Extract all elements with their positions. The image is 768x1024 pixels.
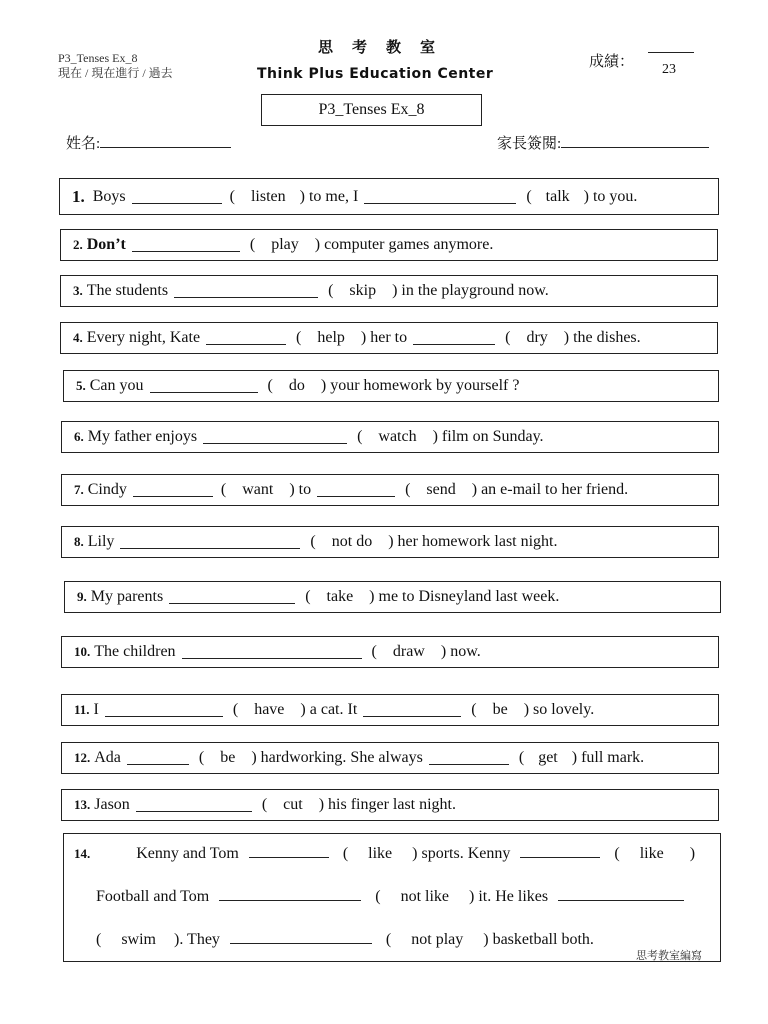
question-text: ) an e-mail to her friend. xyxy=(471,481,629,498)
question-number: 4. xyxy=(73,330,83,345)
score-label: 成績： xyxy=(589,54,635,70)
question-number: 2. xyxy=(73,237,83,252)
verb-hint: do xyxy=(288,377,305,394)
question-text: ) a cat. It xyxy=(300,701,358,718)
question-text: The students xyxy=(86,282,169,299)
question-number: 12. xyxy=(74,750,91,765)
verb-hint: take xyxy=(326,588,354,605)
question-text: ) sports. Kenny xyxy=(412,845,511,862)
question-3 xyxy=(60,275,718,307)
question-number: 10. xyxy=(74,644,91,659)
verb-hint: listen xyxy=(250,187,286,205)
answer-blank[interactable] xyxy=(182,645,362,659)
bracket-open: ( xyxy=(220,481,227,498)
question-text: ) me to Disneyland last week. xyxy=(369,588,560,605)
answer-blank[interactable] xyxy=(150,379,258,393)
center-name-en: Think Plus Education Center xyxy=(257,66,494,82)
answer-blank[interactable] xyxy=(120,535,300,549)
verb-hint: like xyxy=(639,845,664,862)
verb-hint: play xyxy=(271,236,299,253)
q14-line-3 xyxy=(96,930,594,949)
verb-hint: be xyxy=(492,701,508,718)
answer-blank[interactable] xyxy=(413,331,495,345)
bracket-open: ( xyxy=(249,236,256,253)
bracket-open: ( xyxy=(371,643,377,660)
question-text: ) film on Sunday. xyxy=(432,428,544,445)
verb-hint: not play xyxy=(411,931,464,948)
question-13 xyxy=(61,789,719,821)
parent-signature-label xyxy=(497,132,709,153)
question-number: 5. xyxy=(76,378,86,393)
verb-hint: not like xyxy=(400,888,450,905)
answer-blank[interactable] xyxy=(132,190,222,204)
answer-blank[interactable] xyxy=(429,751,509,765)
question-text: ) your homework by yourself ? xyxy=(320,377,520,394)
answer-blank[interactable] xyxy=(364,190,516,204)
bracket-close: ) xyxy=(689,845,696,862)
question-text: ) computer games anymore. xyxy=(314,236,494,253)
question-text: ) it. He likes xyxy=(469,888,549,905)
question-11 xyxy=(61,694,719,726)
question-4 xyxy=(60,322,718,354)
question-number: 14. xyxy=(74,846,91,861)
verb-hint: like xyxy=(368,845,393,862)
answer-blank[interactable] xyxy=(230,930,372,944)
bracket-open: ( xyxy=(526,187,532,205)
worksheet-credit: 思考教室編寫 xyxy=(636,950,702,962)
question-text: Boys xyxy=(92,187,126,205)
question-text: ) his finger last night. xyxy=(318,796,456,813)
question-number: 6. xyxy=(74,429,84,444)
name-label-text: 姓名: xyxy=(66,136,101,152)
question-text: ) to xyxy=(289,481,312,498)
bracket-open: ( xyxy=(328,282,334,299)
question-text: My father enjoys xyxy=(87,428,198,445)
score-line xyxy=(648,52,694,53)
bracket-open: ( xyxy=(405,481,411,498)
bracket-open: ( xyxy=(357,428,363,445)
bracket-open: ( xyxy=(614,845,620,862)
question-text: ) hardworking. She always xyxy=(251,749,423,766)
answer-blank[interactable] xyxy=(219,887,361,901)
question-text: ) to me, I xyxy=(299,187,359,205)
question-number: 11. xyxy=(74,702,90,717)
answer-blank[interactable] xyxy=(203,430,347,444)
question-text: ) full mark. xyxy=(571,749,645,766)
verb-hint: dry xyxy=(526,329,548,346)
question-7 xyxy=(61,474,719,506)
question-6 xyxy=(61,421,719,453)
question-number: 1. xyxy=(72,186,85,206)
question-5 xyxy=(63,370,719,402)
bracket-open: ( xyxy=(229,187,235,205)
question-text: ) her homework last night. xyxy=(388,533,558,550)
bracket-open: ( xyxy=(96,931,102,948)
question-text: ) in the playground now. xyxy=(392,282,549,299)
question-number: 7. xyxy=(74,482,84,497)
bracket-open: ( xyxy=(342,845,349,862)
question-number: 8. xyxy=(74,534,84,549)
question-text: ) her to xyxy=(360,329,408,346)
answer-blank[interactable] xyxy=(249,844,329,858)
question-8 xyxy=(61,526,719,558)
worksheet-topics: 現在 / 現在進行 / 過去 xyxy=(58,66,173,80)
answer-blank[interactable] xyxy=(133,483,213,497)
question-12 xyxy=(61,742,719,774)
verb-hint: have xyxy=(254,701,285,718)
answer-blank[interactable] xyxy=(174,284,318,298)
answer-blank[interactable] xyxy=(520,844,600,858)
center-name-cn: 思考教室 xyxy=(318,40,455,56)
question-text: ) now. xyxy=(440,643,481,660)
worksheet-title-box: P3_Tenses Ex_8 xyxy=(261,94,482,126)
parent-signature-blank[interactable] xyxy=(561,134,709,148)
question-text: Ada xyxy=(94,749,121,766)
verb-hint: cut xyxy=(283,796,303,813)
question-text: Don’t xyxy=(86,236,126,253)
answer-blank[interactable] xyxy=(206,331,286,345)
question-text: ) to you. xyxy=(583,187,638,205)
answer-blank[interactable] xyxy=(558,887,684,901)
answer-blank[interactable] xyxy=(169,590,295,604)
name-label xyxy=(66,132,231,153)
verb-hint: swim xyxy=(121,931,156,948)
question-text: I xyxy=(93,701,99,718)
bracket-open: ( xyxy=(267,377,273,394)
verb-hint: get xyxy=(538,749,558,766)
question-9 xyxy=(64,581,721,613)
question-text: ) the dishes. xyxy=(563,329,641,346)
verb-hint: talk xyxy=(545,187,570,205)
question-text: Every night, Kate xyxy=(86,329,201,346)
question-text: ) so lovely. xyxy=(523,701,595,718)
bracket-open: ( xyxy=(471,701,477,718)
verb-hint: help xyxy=(317,329,345,346)
parent-label-text: 家長簽閱: xyxy=(497,136,562,152)
verb-hint: send xyxy=(426,481,456,498)
question-text: My parents xyxy=(90,588,164,605)
bracket-open: ( xyxy=(305,588,311,605)
question-number: 9. xyxy=(77,589,87,604)
question-14 xyxy=(63,833,721,962)
verb-hint: be xyxy=(220,749,236,766)
question-10 xyxy=(61,636,719,668)
bracket-open: ( xyxy=(198,749,205,766)
answer-blank[interactable] xyxy=(136,798,252,812)
question-text: Cindy xyxy=(87,481,127,498)
bracket-open: ( xyxy=(518,749,525,766)
answer-blank[interactable] xyxy=(127,751,189,765)
name-blank[interactable] xyxy=(100,134,231,148)
question-text: Lily xyxy=(87,533,115,550)
verb-hint: not do xyxy=(331,533,373,550)
question-number: 13. xyxy=(74,797,91,812)
verb-hint: watch xyxy=(378,428,417,445)
bracket-open: ( xyxy=(261,796,268,813)
question-text: ). They xyxy=(174,931,220,948)
question-text: Kenny and Tom xyxy=(136,845,239,862)
question-text: Can you xyxy=(89,377,144,394)
question-2 xyxy=(60,229,718,261)
verb-hint: draw xyxy=(392,643,425,660)
question-text: The children xyxy=(94,643,176,660)
question-text: ) basketball both. xyxy=(483,931,594,948)
answer-blank[interactable] xyxy=(105,703,223,717)
verb-hint: want xyxy=(242,481,274,498)
verb-hint: skip xyxy=(349,282,377,299)
bracket-open: ( xyxy=(375,888,381,905)
score-total: 23 xyxy=(662,62,676,77)
bracket-open: ( xyxy=(385,931,392,948)
bracket-open: ( xyxy=(310,533,316,550)
question-1 xyxy=(59,178,719,215)
answer-blank[interactable] xyxy=(363,703,461,717)
worksheet-code: P3_Tenses Ex_8 xyxy=(58,51,138,65)
bracket-open: ( xyxy=(296,329,302,346)
question-number: 3. xyxy=(73,283,83,298)
question-text: Football and Tom xyxy=(96,888,210,905)
bracket-open: ( xyxy=(505,329,511,346)
question-text: Jason xyxy=(94,796,130,813)
q14-line-1 xyxy=(74,844,695,863)
q14-line-2 xyxy=(96,887,684,906)
answer-blank[interactable] xyxy=(317,483,395,497)
answer-blank[interactable] xyxy=(132,238,240,252)
bracket-open: ( xyxy=(232,701,239,718)
